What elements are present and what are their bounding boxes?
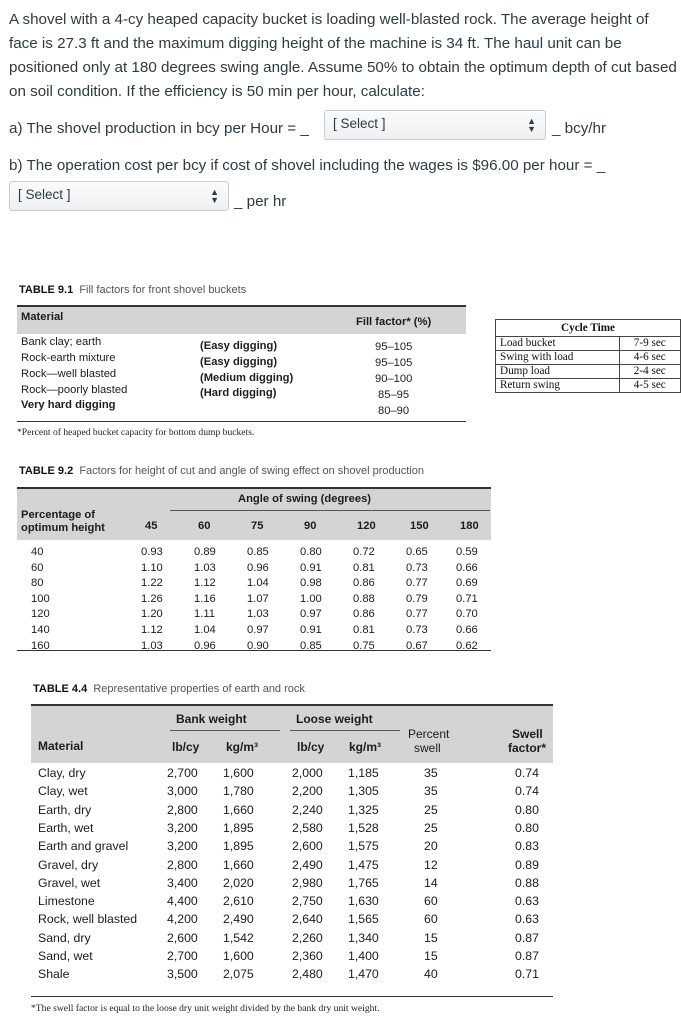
loose-kg-cell: 1,325	[348, 802, 379, 817]
material-cell: Bank clay; earth	[21, 336, 102, 348]
part-b-text: b) The operation cost per bcy if cost of shovel including the wages is $96.00 per hour = _	[9, 157, 606, 174]
material-cell: Shale	[38, 967, 70, 982]
bank-lb-cell: 2,700	[167, 949, 198, 963]
factor-cell: 1.04	[247, 577, 269, 590]
header-divider	[170, 730, 280, 731]
bank-lb-cell: 3,500	[167, 967, 198, 982]
cycle-label: Dump load	[496, 365, 620, 379]
material-cell: Rock-earth mixture	[21, 352, 116, 364]
factor-cell: 0.67	[406, 639, 428, 652]
bank-lb-cell: 3,200	[167, 839, 198, 854]
table-footnote: *The swell factor is equal to the loose dry unit weight divided by the bank dry unit weight.	[31, 1003, 380, 1014]
factor-cell: 0.71	[456, 592, 478, 605]
loose-lb-cell: 2,260	[292, 930, 323, 945]
percent-swell-cell: 15	[424, 949, 438, 963]
swell-factor-cell: 0.71	[515, 967, 539, 982]
loose-kg-cell: 1,470	[348, 967, 379, 982]
swell-factor-cell: 0.80	[515, 802, 539, 817]
percent-swell-cell: 15	[424, 930, 438, 945]
factor-cell: 0.81	[353, 624, 375, 636]
factor-cell: 1.11	[194, 608, 215, 621]
loose-kg-cell: 1,565	[348, 912, 379, 927]
angle-header: Angle of swing (degrees)	[238, 493, 372, 505]
factor-cell: 1.00	[300, 592, 322, 605]
percent-swell-cell: 40	[424, 967, 438, 982]
fill-cell: 95–105	[375, 341, 413, 353]
loose-lb-cell: 2,000	[292, 766, 323, 780]
percentage-cell: 140	[31, 624, 50, 636]
angle-column-header: 150	[410, 520, 429, 532]
bank-kg-cell: 2,610	[223, 894, 254, 909]
factor-cell: 0.66	[456, 624, 478, 636]
bank-lb-cell: 4,200	[167, 912, 198, 927]
factor-cell: 0.69	[456, 577, 478, 590]
bank-lb-cell: 3,000	[167, 784, 198, 799]
factor-cell: 1.26	[141, 592, 163, 605]
table-4-4-caption	[33, 683, 305, 695]
percent-swell-cell: 20	[424, 839, 438, 854]
factor-cell: 1.20	[141, 608, 163, 621]
table-label: TABLE 9.2	[19, 465, 74, 477]
table-label: TABLE 9.1	[19, 284, 74, 296]
factor-cell: 0.79	[406, 592, 428, 605]
header-divider	[290, 730, 400, 731]
row-header: optimum height	[21, 522, 105, 534]
digging-cell: (Easy digging)	[200, 356, 278, 368]
column-header: kg/m³	[226, 740, 259, 754]
factor-cell: 0.77	[406, 577, 428, 590]
factor-cell: 1.04	[194, 624, 216, 636]
percentage-cell: 80	[31, 577, 44, 590]
bank-kg-cell: 1,660	[223, 802, 254, 817]
loose-kg-cell: 1,305	[348, 784, 379, 799]
factor-cell: 0.75	[353, 639, 375, 652]
column-header: Percent	[408, 727, 450, 741]
bank-weight-header: Bank weight	[176, 712, 247, 726]
factor-cell: 0.97	[300, 608, 322, 621]
part-a-select-value: [ Select ]	[333, 116, 386, 131]
cycle-value: 4-6 sec	[619, 351, 681, 365]
cycle-value: 4-5 sec	[619, 379, 681, 393]
select-arrows-icon: ▲ ▼	[210, 187, 219, 205]
factor-cell: 0.73	[406, 624, 428, 636]
material-cell: Limestone	[38, 894, 95, 909]
factor-cell: 0.86	[353, 577, 375, 590]
material-cell: Sand, dry	[38, 930, 91, 945]
factor-cell: 1.10	[141, 561, 163, 574]
percent-swell-cell: 35	[424, 766, 438, 780]
loose-lb-cell: 2,580	[292, 820, 323, 835]
swell-factor-cell: 0.83	[515, 839, 539, 854]
angle-column-header: 180	[460, 520, 479, 532]
loose-lb-cell: 2,480	[292, 967, 323, 982]
fill-cell: 90–100	[375, 373, 413, 385]
bank-kg-cell: 1,660	[223, 857, 254, 872]
swell-factor-cell: 0.80	[515, 820, 539, 835]
select-arrows-icon: ▲ ▼	[527, 116, 536, 134]
cycle-label: Return swing	[496, 379, 620, 393]
fill-cell: 80–90	[378, 405, 410, 417]
swell-factor-cell: 0.74	[515, 784, 539, 799]
material-cell: Earth, wet	[38, 820, 94, 835]
swell-factor-cell: 0.63	[515, 912, 539, 927]
material-cell: Gravel, wet	[38, 875, 101, 890]
digging-cell: (Easy digging)	[200, 340, 278, 352]
bank-lb-cell: 3,400	[167, 875, 198, 890]
part-b-select-value: [ Select ]	[18, 187, 71, 202]
percentage-cell: 120	[31, 608, 50, 621]
factor-cell: 0.89	[194, 546, 216, 558]
cycle-time-title: Cycle Time	[496, 320, 681, 337]
loose-lb-cell: 2,600	[292, 839, 323, 854]
factor-cell: 1.07	[247, 592, 269, 605]
material-cell: Earth, dry	[38, 802, 92, 817]
percent-swell-cell: 25	[424, 820, 438, 835]
material-cell: Rock—well blasted	[21, 368, 117, 380]
material-cell: Clay, wet	[38, 784, 88, 799]
factor-cell: 0.80	[300, 546, 322, 558]
table-header-band	[31, 705, 553, 763]
factor-cell: 1.12	[194, 577, 216, 590]
loose-lb-cell: 2,490	[292, 857, 323, 872]
loose-kg-cell: 1,528	[348, 820, 379, 835]
factor-cell: 0.93	[141, 546, 163, 558]
material-cell: Sand, wet	[38, 949, 93, 963]
column-header: swell	[414, 741, 441, 755]
bank-kg-cell: 1,780	[223, 784, 254, 799]
factor-cell: 1.03	[194, 561, 216, 574]
percent-swell-cell: 60	[424, 912, 438, 927]
angle-column-header: 90	[304, 520, 317, 532]
factor-cell: 0.88	[353, 592, 375, 605]
factor-cell: 1.12	[141, 624, 163, 636]
bank-lb-cell: 2,600	[167, 930, 198, 945]
table-title: Representative properties of earth and rock	[93, 683, 305, 695]
bank-kg-cell: 2,490	[223, 912, 254, 927]
loose-kg-cell: 1,765	[348, 875, 379, 890]
factor-cell: 1.22	[141, 577, 163, 590]
factor-cell: 0.85	[300, 639, 322, 652]
factor-cell: 0.90	[247, 639, 269, 652]
factor-cell: 0.91	[300, 624, 322, 636]
cycle-value: 7-9 sec	[619, 337, 681, 351]
fill-cell: 85–95	[378, 389, 410, 401]
column-header: factor*	[508, 741, 547, 755]
factor-cell: 0.81	[353, 561, 375, 574]
part-a-prefix: a) The shovel production in bcy per Hour = _	[9, 120, 309, 137]
material-cell: Rock—poorly blasted	[21, 384, 128, 396]
bank-kg-cell: 1,600	[223, 949, 254, 963]
bank-lb-cell: 4,400	[167, 894, 198, 909]
bank-lb-cell: 2,700	[167, 766, 198, 780]
loose-lb-cell: 2,640	[292, 912, 323, 927]
factor-cell: 0.65	[406, 546, 428, 558]
percent-swell-cell: 14	[424, 875, 438, 890]
material-cell: Rock, well blasted	[38, 912, 138, 927]
factor-cell: 0.96	[194, 639, 216, 652]
factor-cell: 0.72	[353, 546, 375, 558]
column-header: Fill factor* (%)	[356, 316, 432, 328]
percent-swell-cell: 12	[424, 857, 438, 872]
loose-kg-cell: 1,475	[348, 857, 379, 872]
loose-kg-cell: 1,630	[348, 894, 379, 909]
angle-column-header: 120	[357, 520, 376, 532]
loose-kg-cell: 1,575	[348, 839, 379, 854]
material-cell: Very hard digging	[21, 399, 116, 411]
bank-kg-cell: 1,542	[223, 930, 254, 945]
factor-cell: 0.73	[406, 561, 428, 574]
percentage-cell: 60	[31, 561, 44, 574]
bank-kg-cell: 1,895	[223, 839, 254, 854]
loose-lb-cell: 2,240	[292, 802, 323, 817]
material-cell: Earth and gravel	[38, 839, 129, 854]
factor-cell: 0.59	[456, 546, 478, 558]
angle-column-header: 45	[145, 520, 158, 532]
percentage-cell: 160	[31, 639, 50, 652]
factor-cell: 0.66	[456, 561, 478, 574]
factor-cell: 1.03	[141, 639, 163, 652]
loose-lb-cell: 2,200	[292, 784, 323, 799]
percent-swell-cell: 35	[424, 784, 438, 799]
bank-lb-cell: 2,800	[167, 857, 198, 872]
column-header: Material	[21, 311, 64, 323]
swell-factor-cell: 0.87	[515, 930, 539, 945]
loose-kg-cell: 1,340	[348, 930, 379, 945]
swell-factor-cell: 0.63	[515, 894, 539, 909]
loose-lb-cell: 2,750	[292, 894, 323, 909]
percentage-cell: 100	[31, 592, 50, 605]
row-header: Percentage of	[21, 509, 95, 521]
factor-cell: 0.62	[456, 639, 478, 652]
loose-kg-cell: 1,185	[348, 766, 379, 780]
table-footnote: *Percent of heaped bucket capacity for bottom dump buckets.	[17, 427, 255, 438]
cycle-value: 2-4 sec	[619, 365, 681, 379]
part-a-suffix: _ bcy/hr	[552, 120, 607, 137]
fill-cell: 95–105	[375, 357, 413, 369]
column-header: kg/m³	[349, 740, 382, 754]
factor-cell: 0.98	[300, 577, 322, 590]
table-title: Factors for height of cut and angle of swing effect on shovel production	[79, 465, 425, 477]
factor-cell: 0.77	[406, 608, 428, 621]
bank-kg-cell: 2,020	[223, 875, 254, 890]
percentage-cell: 40	[31, 546, 44, 558]
question-text: A shovel with a 4-cy heaped capacity bucket is loading well-blasted rock. The average height of face is 27.3 ft and the maximum digging height of the machine is 34 ft. The haul unit can be positioned only at 180 degrees swing angle. Assume 50% to obtain the optimum depth of cut based on soil condition. If the efficiency is 50 min per hour, calculate:	[9, 11, 677, 100]
factor-cell: 0.97	[247, 624, 269, 636]
factor-cell: 0.86	[353, 608, 375, 621]
factor-cell: 0.70	[456, 608, 478, 621]
swell-factor-cell: 0.89	[515, 857, 539, 872]
loose-kg-cell: 1,400	[348, 949, 379, 963]
bank-kg-cell: 2,075	[223, 967, 254, 982]
column-header: lb/cy	[297, 740, 325, 754]
bank-lb-cell: 3,200	[167, 820, 198, 835]
percent-swell-cell: 25	[424, 802, 438, 817]
digging-cell: (Medium digging)	[200, 372, 294, 384]
table-bottom-rule	[31, 996, 553, 997]
cycle-label: Swing with load	[496, 351, 620, 365]
column-header: Swell	[512, 727, 543, 741]
cycle-label: Load bucket	[496, 337, 620, 351]
loose-weight-header: Loose weight	[296, 712, 373, 726]
material-cell: Clay, dry	[38, 766, 86, 780]
column-header: lb/cy	[172, 740, 200, 754]
swell-factor-cell: 0.74	[515, 766, 539, 780]
loose-lb-cell: 2,360	[292, 949, 323, 963]
factor-cell: 1.16	[194, 592, 216, 605]
loose-lb-cell: 2,980	[292, 875, 323, 890]
material-cell: Gravel, dry	[38, 857, 99, 872]
column-header: Material	[38, 739, 84, 753]
table-label: TABLE 4.4	[33, 683, 88, 695]
swell-factor-cell: 0.88	[515, 875, 539, 890]
bank-lb-cell: 2,800	[167, 802, 198, 817]
swell-factor-cell: 0.87	[515, 949, 539, 963]
percent-swell-cell: 60	[424, 894, 438, 909]
table-title: Fill factors for front shovel buckets	[79, 284, 247, 296]
factor-cell: 1.03	[247, 608, 269, 621]
factor-cell: 0.85	[247, 546, 269, 558]
factor-cell: 0.91	[300, 561, 322, 574]
digging-cell: (Hard digging)	[200, 387, 277, 399]
table-top-rule	[31, 704, 553, 706]
part-b-suffix: _ per hr	[234, 193, 287, 210]
bank-kg-cell: 1,895	[223, 820, 254, 835]
angle-column-header: 60	[198, 520, 211, 532]
angle-column-header: 75	[251, 520, 264, 532]
factor-cell: 0.96	[247, 561, 269, 574]
bank-kg-cell: 1,600	[223, 766, 254, 780]
